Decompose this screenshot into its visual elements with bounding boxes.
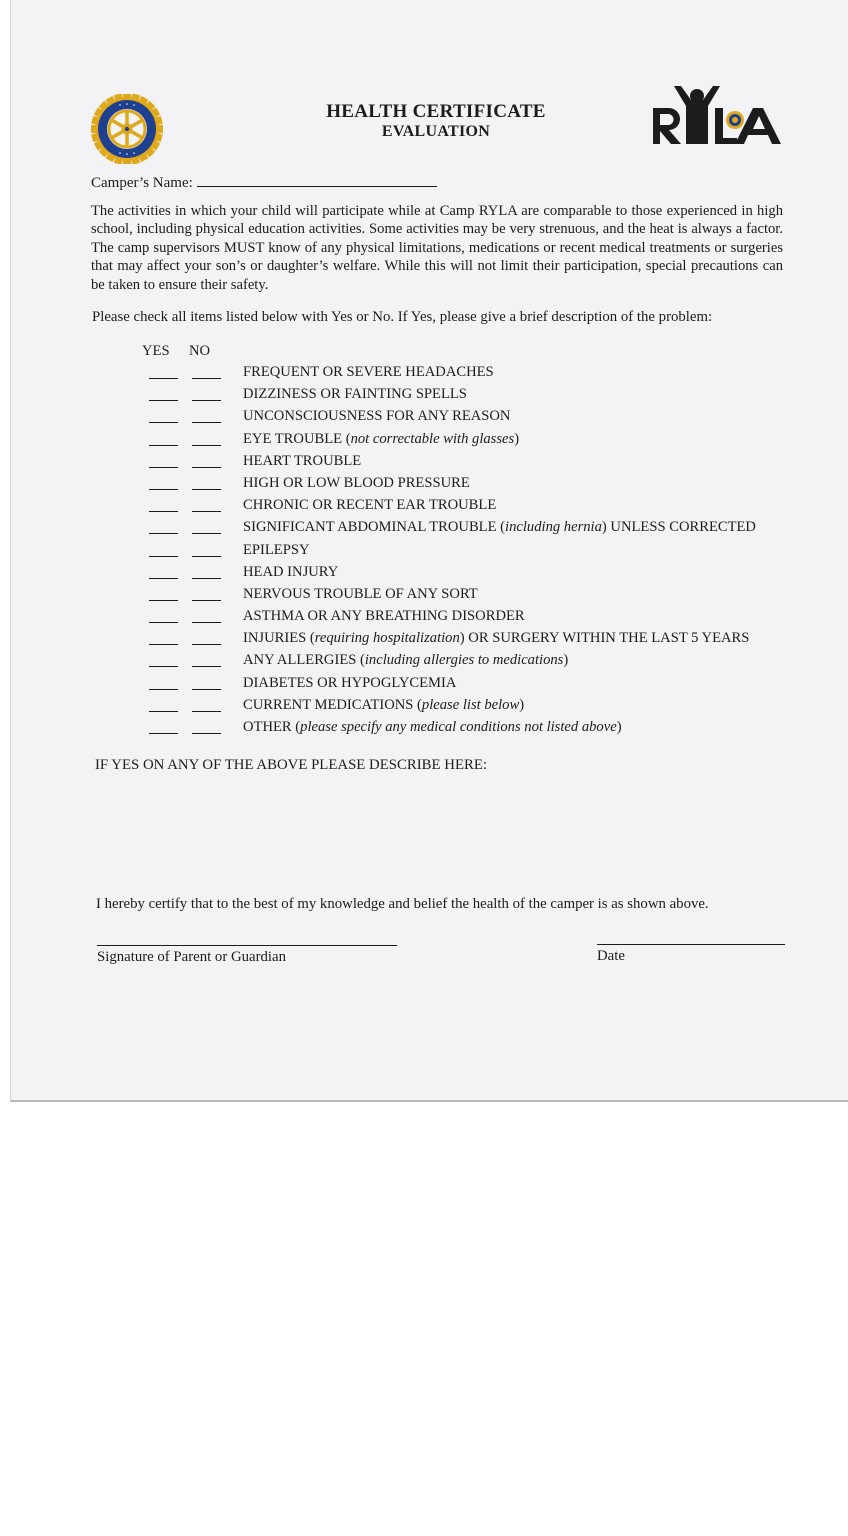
no-checkbox[interactable] bbox=[192, 533, 221, 534]
rotary-logo bbox=[89, 94, 165, 164]
yes-checkbox[interactable] bbox=[149, 644, 178, 645]
form-title: HEALTH CERTIFICATE bbox=[326, 101, 546, 122]
form-subtitle: EVALUATION bbox=[381, 123, 491, 140]
describe-prompt: IF YES ON ANY OF THE ABOVE PLEASE DESCRIBE HERE: bbox=[95, 757, 488, 773]
form-page bbox=[10, 0, 848, 1102]
yes-checkbox[interactable] bbox=[149, 511, 178, 512]
instructions-text: Please check all items listed below with Yes or No. If Yes, please give a brief description of the problem: bbox=[92, 309, 713, 325]
no-checkbox[interactable] bbox=[192, 666, 221, 667]
no-column-header: NO bbox=[189, 343, 211, 359]
yes-checkbox[interactable] bbox=[149, 689, 178, 690]
condition-label: HEART TROUBLE bbox=[243, 452, 362, 469]
condition-label: ANY ALLERGIES (including allergies to medications) bbox=[243, 652, 569, 669]
no-checkbox[interactable] bbox=[192, 733, 221, 734]
yes-checkbox[interactable] bbox=[149, 556, 178, 557]
yes-checkbox[interactable] bbox=[149, 422, 178, 423]
certification-statement: I hereby certify that to the best of my knowledge and belief the health of the camper is as shown above. bbox=[96, 896, 709, 912]
condition-label: INJURIES (requiring hospitalization) OR SURGERY WITHIN THE LAST 5 YEARS bbox=[243, 630, 750, 647]
yes-column-header: YES bbox=[142, 343, 170, 359]
condition-label: DIABETES OR HYPOGLYCEMIA bbox=[243, 674, 457, 691]
condition-label: DIZZINESS OR FAINTING SPELLS bbox=[243, 386, 467, 403]
no-checkbox[interactable] bbox=[192, 489, 221, 490]
yes-checkbox[interactable] bbox=[149, 378, 178, 379]
yes-checkbox[interactable] bbox=[149, 400, 178, 401]
condition-label: NERVOUS TROUBLE OF ANY SORT bbox=[243, 585, 478, 602]
no-checkbox[interactable] bbox=[192, 711, 221, 712]
no-checkbox[interactable] bbox=[192, 578, 221, 579]
yes-checkbox[interactable] bbox=[149, 711, 178, 712]
condition-label: HEAD INJURY bbox=[243, 563, 339, 580]
no-checkbox[interactable] bbox=[192, 644, 221, 645]
yes-checkbox[interactable] bbox=[149, 533, 178, 534]
condition-label: OTHER (please specify any medical conditions not listed above) bbox=[243, 719, 622, 735]
condition-label: HIGH OR LOW BLOOD PRESSURE bbox=[243, 474, 470, 491]
condition-label: CHRONIC OR RECENT EAR TROUBLE bbox=[243, 497, 497, 514]
condition-label: FREQUENT OR SEVERE HEADACHES bbox=[243, 364, 494, 380]
signature-input[interactable] bbox=[97, 945, 397, 946]
yes-checkbox[interactable] bbox=[149, 489, 178, 490]
no-checkbox[interactable] bbox=[192, 467, 221, 468]
condition-label: EPILEPSY bbox=[243, 541, 310, 558]
ryla-logo bbox=[651, 84, 783, 146]
no-checkbox[interactable] bbox=[192, 600, 221, 601]
no-checkbox[interactable] bbox=[192, 400, 221, 401]
yes-checkbox[interactable] bbox=[149, 666, 178, 667]
yes-checkbox[interactable] bbox=[149, 467, 178, 468]
yes-checkbox[interactable] bbox=[149, 733, 178, 734]
no-checkbox[interactable] bbox=[192, 622, 221, 623]
no-checkbox[interactable] bbox=[192, 556, 221, 557]
yes-checkbox[interactable] bbox=[149, 578, 178, 579]
no-checkbox[interactable] bbox=[192, 378, 221, 379]
yes-checkbox[interactable] bbox=[149, 622, 178, 623]
signature-label: Signature of Parent or Guardian bbox=[97, 949, 287, 965]
camper-name-label: Camper’s Name: bbox=[91, 175, 193, 191]
camper-name-input[interactable] bbox=[197, 173, 437, 187]
condition-label: SIGNIFICANT ABDOMINAL TROUBLE (including hernia) UNLESS CORRECTED bbox=[243, 519, 756, 536]
no-checkbox[interactable] bbox=[192, 689, 221, 690]
condition-label: UNCONSCIOUSNESS FOR ANY REASON bbox=[243, 408, 511, 425]
no-checkbox[interactable] bbox=[192, 445, 221, 446]
condition-label: CURRENT MEDICATIONS (please list below) bbox=[243, 696, 525, 713]
no-checkbox[interactable] bbox=[192, 422, 221, 423]
condition-label: EYE TROUBLE (not correctable with glasses) bbox=[243, 430, 520, 447]
intro-paragraph: The activities in which your child will participate while at Camp RYLA are comparable to those experienced in high school, including physical education activities. Some activities may be very strenuous, and the heat is always a factor. The camp supervisors MUST know of any physical limitations, medications or recent medical treatments or surgeries that may affect your son’s or daughter’s welfare. While this will not limit their participation, special precautions can be taken to ensure their safety. bbox=[91, 203, 783, 293]
condition-label: ASTHMA OR ANY BREATHING DISORDER bbox=[243, 608, 525, 625]
yes-checkbox[interactable] bbox=[149, 600, 178, 601]
date-label: Date bbox=[597, 948, 625, 964]
camper-name-field bbox=[91, 173, 437, 192]
yes-checkbox[interactable] bbox=[149, 445, 178, 446]
no-checkbox[interactable] bbox=[192, 511, 221, 512]
date-input[interactable] bbox=[597, 944, 785, 945]
